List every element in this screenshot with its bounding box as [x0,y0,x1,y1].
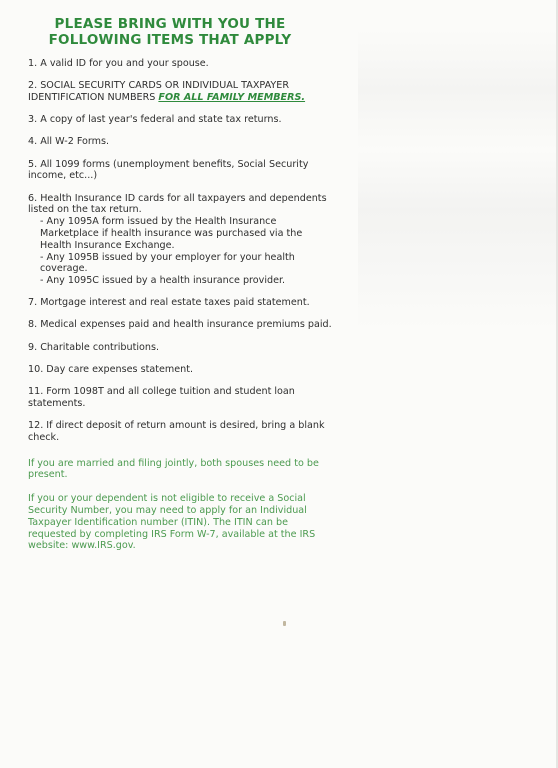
scan-speck [283,621,286,626]
itin-note: If you or your dependent is not eligible to receive a Social Security Number, you may need to apply for an Individual Taxpayer Identification number (ITIN). The ITIN can be requested by completing IRS Form W-7, available at the IRS website: www.IRS.gov. [28,493,316,552]
married-note: If you are married and filing jointly, both spouses need to be present. [28,457,319,481]
family-members-emphasis: FOR ALL FAMILY MEMBERS. [158,91,306,103]
list-item-7: 7. Mortgage interest and real estate taxes paid statement. [28,297,310,309]
list-item-2 [28,80,338,104]
list-item-5: 5. All 1099 forms (unemployment benefits, Social Security income, etc...) [28,158,309,182]
sub-item-1095b: - Any 1095B issued by your employer for your health coverage. [40,251,295,275]
list-item-2-text: 2. SOCIAL SECURITY CARDS OR INDIVIDUAL TAXPAYER IDENTIFICATION NUMBERS [28,80,289,103]
sub-list [28,216,338,287]
list-item-10: 10. Day care expenses statement. [28,363,194,375]
list-item-3: 3. A copy of last year's federal and state tax returns. [28,114,282,126]
list-item-12: 12. If direct deposit of return amount is desired, bring a blank check. [28,420,325,443]
list-item-4: 4. All W-2 Forms. [28,136,110,148]
list-item-6 [28,193,338,287]
title-line-1: PLEASE BRING WITH YOU THE [54,16,286,32]
sub-item-1095a: - Any 1095A form issued by the Health Insurance Marketplace if health insurance was purchased via the Health Insurance Exchange. [40,216,303,251]
list-item-1: 1. A valid ID for you and your spouse. [28,58,209,69]
title-line-2: FOLLOWING ITEMS THAT APPLY [48,32,292,48]
list-item-8: 8. Medical expenses paid and health insurance premiums paid. [28,319,332,331]
page-title [20,16,320,48]
scan-bleed-through [358,30,558,330]
items-list [28,58,338,563]
list-item-9: 9. Charitable contributions. [28,341,160,353]
list-item-11: 11. Form 1098T and all college tuition and student loan statements. [28,386,295,409]
sub-item-1095c: - Any 1095C issued by a health insurance provider. [40,275,286,287]
list-item-6-text: 6. Health Insurance ID cards for all taxpayers and dependents listed on the tax return. [28,192,327,216]
